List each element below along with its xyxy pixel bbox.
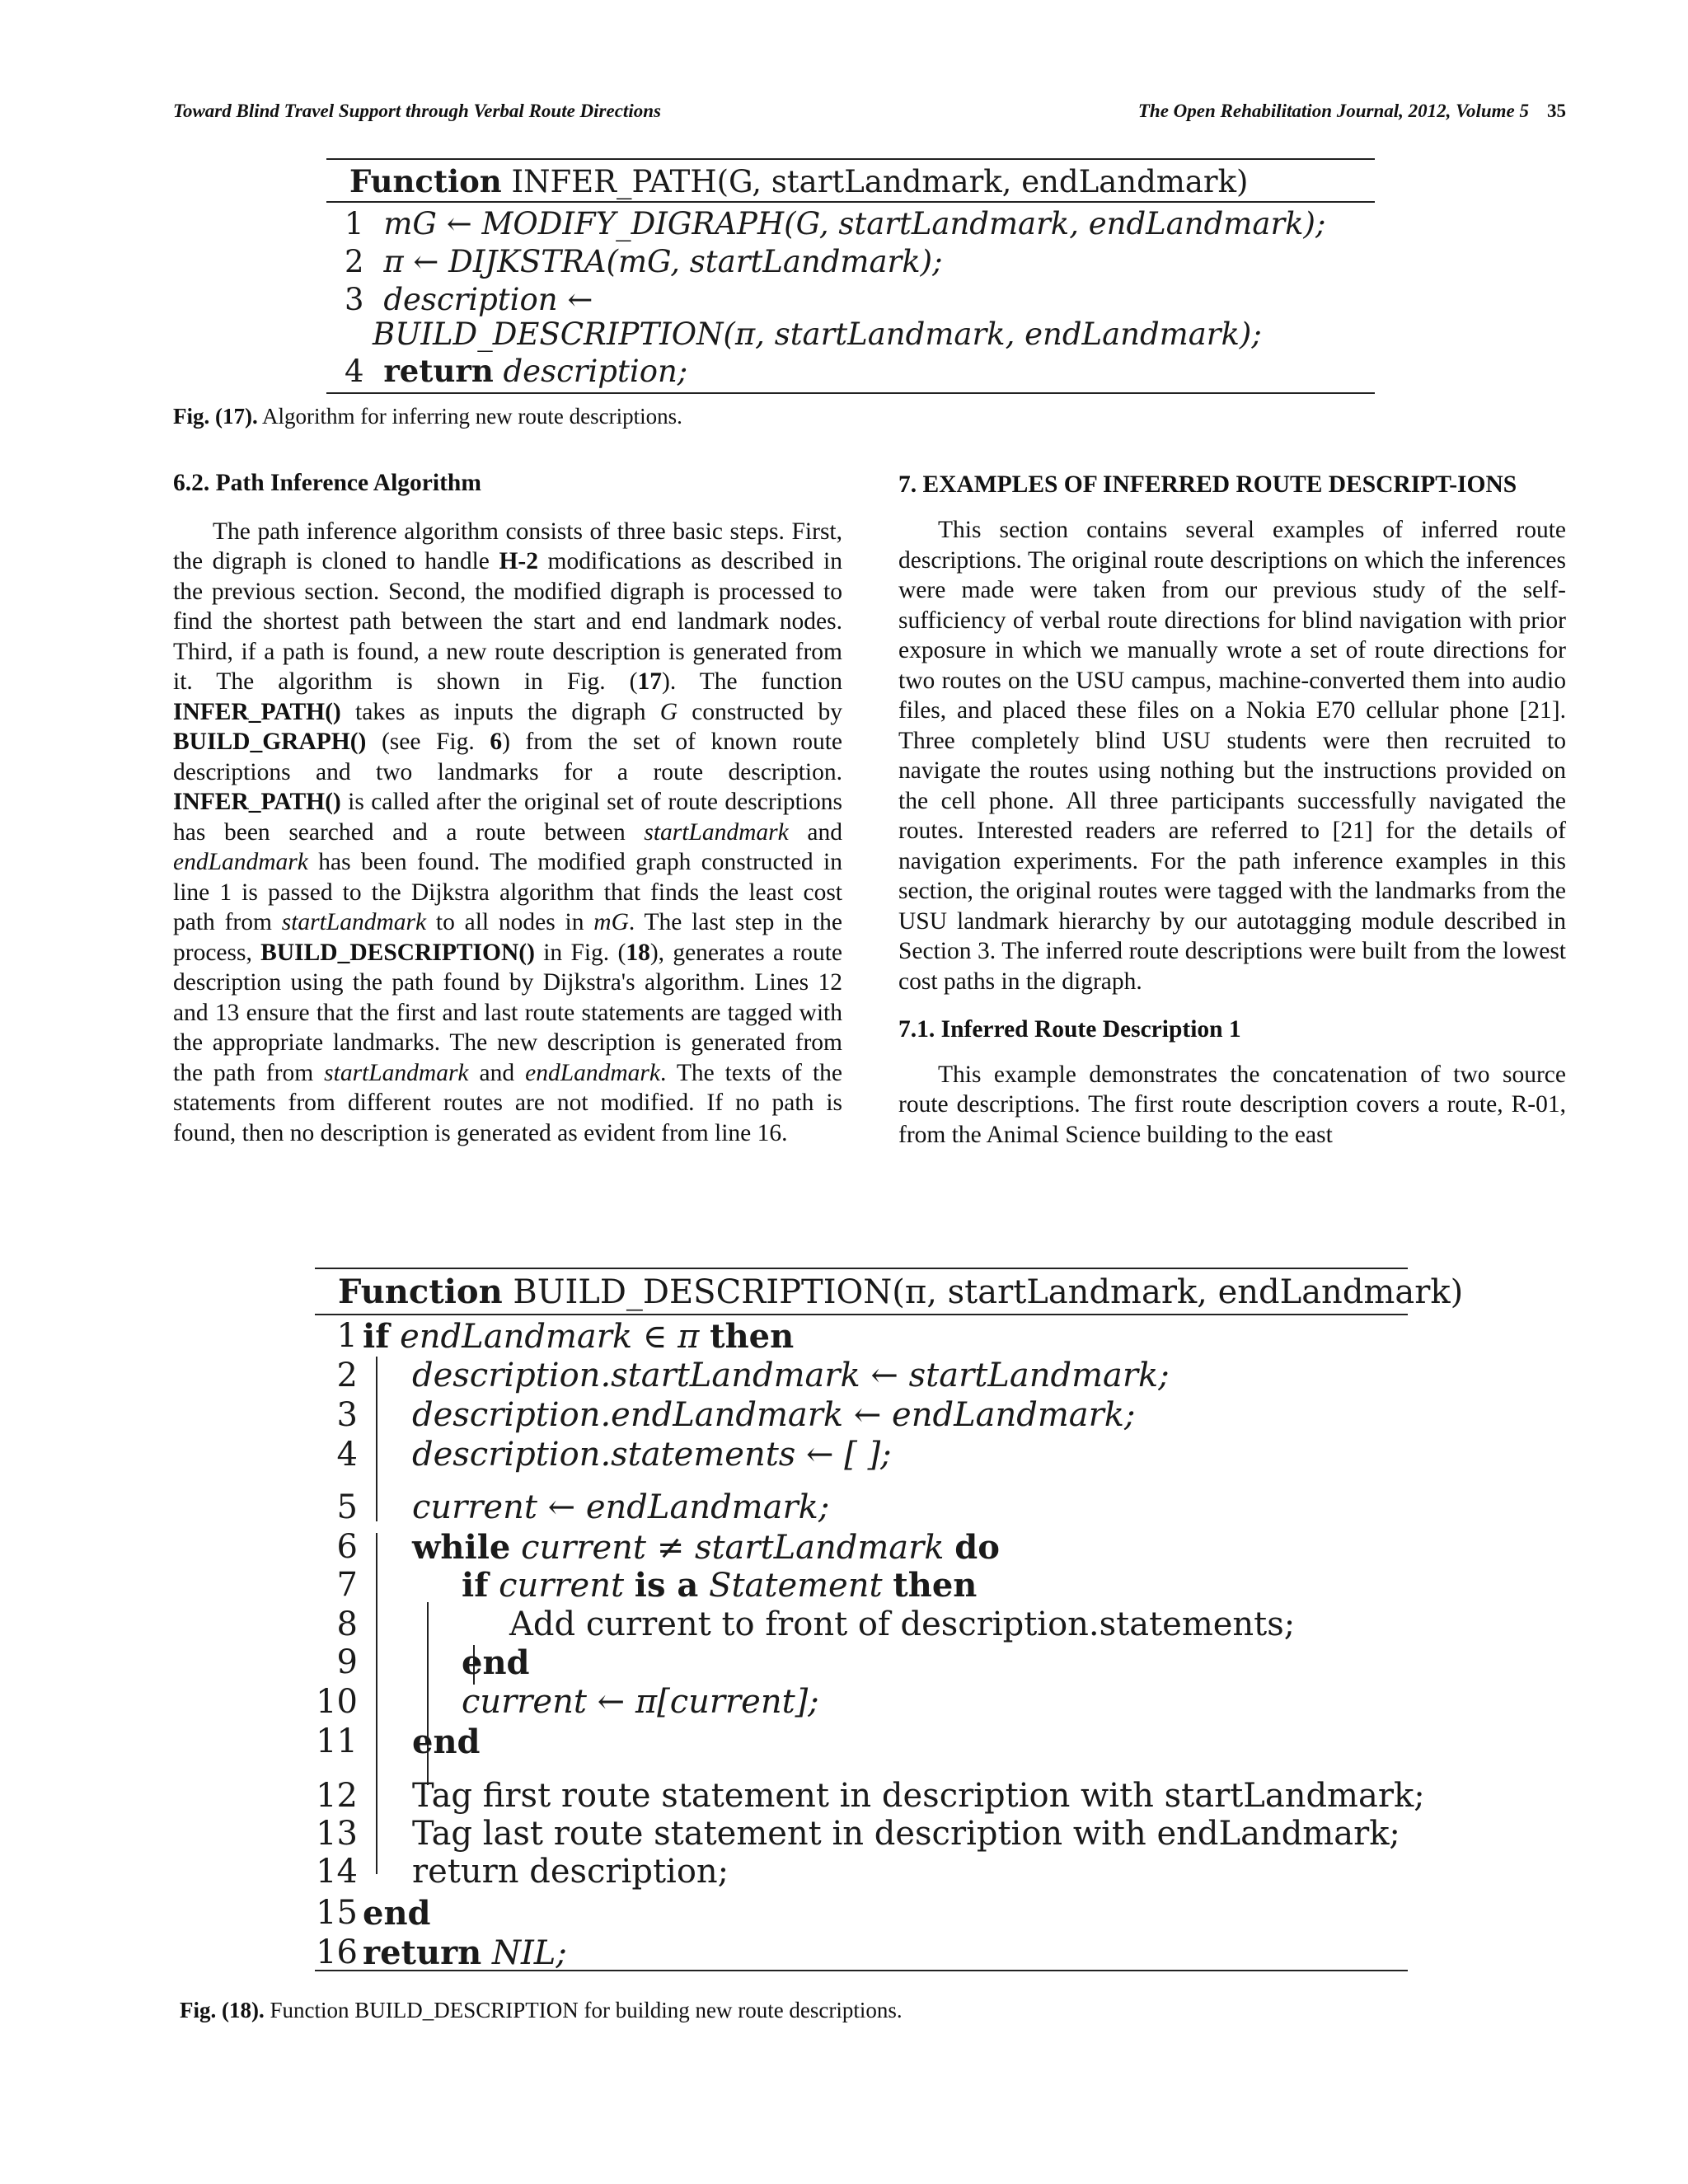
line-number: 15 (316, 1894, 358, 1932)
algorithm-header-rule (315, 1314, 1408, 1315)
algorithm-title (349, 163, 1248, 199)
line-number: 3 (345, 282, 364, 317)
line-text: description; (503, 354, 688, 389)
line-number: 2 (336, 1357, 358, 1394)
left-column (173, 468, 842, 1148)
line-number: 6 (336, 1528, 358, 1566)
algorithm-line: Tag first route statement in description with startLandmark; (412, 1777, 1425, 1815)
function-signature: INFER_PATH(G, startLandmark, endLandmark) (511, 164, 1249, 199)
algorithm-bottom-rule (315, 1970, 1408, 1971)
line-text: description ← (383, 282, 593, 317)
block-bar-if (376, 1533, 377, 1874)
algorithm-line: if current is a Statement then (462, 1566, 978, 1605)
right-column (898, 470, 1566, 1150)
algorithm-line: return description; (412, 1853, 729, 1891)
algorithm-header-rule (326, 201, 1375, 203)
line-number: 1 (336, 1317, 358, 1355)
function-keyword: Function (349, 163, 502, 199)
header-journal (1138, 101, 1566, 122)
line-number: 5 (336, 1488, 358, 1526)
caption-label: Fig. (17). (173, 404, 258, 429)
algorithm-build-description (315, 1264, 1464, 1972)
line-keyword: return (383, 353, 494, 389)
algorithm-line: end (363, 1894, 431, 1933)
block-bar-if (376, 1357, 377, 1521)
caption-text: Function BUILD_DESCRIPTION for building new route descriptions. (270, 1998, 903, 2022)
figure-17-caption (173, 404, 682, 429)
caption-label: Fig. (18). (180, 1998, 265, 2022)
algorithm-bottom-rule (326, 392, 1375, 394)
algorithm-line: description.startLandmark ← startLandmark; (412, 1357, 1170, 1394)
algorithm-line: while current ≠ startLandmark do (412, 1528, 1000, 1567)
algorithm-line (345, 353, 687, 389)
algorithm-line: end (462, 1643, 530, 1682)
section-heading: 6.2. Path Inference Algorithm (173, 470, 481, 496)
line-number: 10 (316, 1683, 358, 1721)
body-paragraph: This example demonstrates the concatenation of two source route descriptions. The first route description covers a route, R-01, from the Animal Science building to the east (898, 1061, 1566, 1148)
line-text: π ← DIJKSTRA(mG, startLandmark); (383, 244, 943, 279)
body-paragraph: This section contains several examples of inferred route descriptions. The original route descriptions on which the inferences were made were taken from our previous study of the self- sufficiency of verbal route directions for blind navigation with prior exposure in which we manually wrote a set of route directions for two routes on the USU campus, machine-converted them into audio files, and placed these files on a Nokia E70 cellular phone [21]. Three completely blind USU students were then recruited to navigate the routes using nothing but the instructions provided on the cell phone. All three participants successfully navigated the routes. Interested readers are referred to [21] for the details of navigation experiments. For the path inference examples in this section, the original routes were tagged with the landmarks from the USU landmark hierarchy by our autotagging module described in Section 3. The inferred route descriptions were built from the lowest cost paths in the digraph. (898, 517, 1566, 995)
function-keyword: Function (338, 1272, 503, 1311)
figure-18-caption (180, 1998, 903, 2023)
section-heading: 7. EXAMPLES OF INFERRED ROUTE DESCRIPT-IONS (898, 471, 1517, 498)
algorithm-infer-path (326, 155, 1375, 394)
algorithm-top-rule (326, 158, 1375, 160)
line-number: 8 (336, 1605, 358, 1643)
header-article-title: Toward Blind Travel Support through Verbal Route Directions (173, 101, 661, 121)
line-number: 4 (336, 1436, 358, 1474)
function-signature: BUILD_DESCRIPTION(π, startLandmark, endLandmark) (513, 1273, 1464, 1311)
line-number: 16 (316, 1933, 358, 1971)
algorithm-top-rule (315, 1268, 1408, 1269)
algorithm-line: description.statements ← [ ]; (412, 1436, 892, 1474)
line-number: 9 (336, 1643, 358, 1681)
algorithm-line (345, 206, 1325, 241)
algorithm-line: description.endLandmark ← endLandmark; (412, 1396, 1136, 1434)
algorithm-line: Tag last route statement in description with endLandmark; (412, 1815, 1400, 1853)
algorithm-line (373, 316, 1262, 352)
algorithm-line (345, 244, 943, 279)
line-number: 13 (316, 1815, 358, 1853)
header-journal-name: The Open Rehabilitation Journal, 2012, Volume 5 (1137, 101, 1529, 121)
line-number: 2 (345, 244, 364, 279)
algorithm-title (338, 1272, 1463, 1311)
line-number: 4 (345, 354, 364, 389)
algorithm-line: current ← π[current]; (462, 1683, 819, 1721)
running-header (173, 101, 1566, 130)
page-number: 35 (1547, 101, 1566, 121)
algorithm-line: end (412, 1722, 481, 1761)
line-number: 11 (316, 1722, 358, 1760)
algorithm-line: if endLandmark ∈ π then (363, 1317, 795, 1356)
algorithm-line: return NIL; (363, 1933, 567, 1972)
algorithm-line: current ← endLandmark; (412, 1488, 830, 1526)
subsection-heading: 7.1. Inferred Route Description 1 (898, 1016, 1241, 1043)
caption-text: Algorithm for inferring new route descriptions. (262, 404, 682, 429)
line-text: mG ← MODIFY_DIGRAPH(G, startLandmark, endLandmark); (383, 206, 1326, 241)
line-number: 1 (345, 206, 364, 241)
algorithm-line (345, 282, 593, 317)
line-text: BUILD_DESCRIPTION(π, startLandmark, endLandmark); (373, 316, 1262, 352)
line-number: 3 (336, 1396, 358, 1434)
line-number: 7 (336, 1566, 358, 1604)
line-number: 14 (316, 1853, 358, 1891)
body-paragraph: The path inference algorithm consists of three basic steps. First, the digraph is cloned to handle H-2 modifications as described in the previous section. Second, the modified digraph is processed to find the shortest path between the start and end landmark nodes. Third, if a path is found, a new route description is generated from it. The algorithm is shown in Fig. (17). The function INFER_PATH() takes as inputs the digraph G constructed by BUILD_GRAPH() (see Fig. 6) from the set of known route descriptions and two landmarks for a route description. INFER_PATH() is called after the original set of route descriptions has been searched and a route between startLandmark and endLandmark has been found. The modified graph constructed in line 1 is passed to the Dijkstra algorithm that finds the least cost path from startLandmark to all nodes in mG. The last step in the process, BUILD_DESCRIPTION() in Fig. (18), generates a route description using the path found by Dijkstra's algorithm. Lines 12 and 13 ensure that the first and last route statements are tagged with the appropriate landmarks. The new description is generated from the path from startLandmark and endLandmark. The texts of the statements from different routes are not modified. If no path is found, then no description is generated as evident from line 16. (173, 518, 842, 1146)
line-number: 12 (316, 1777, 358, 1815)
algorithm-line: Add current to front of description.statements; (509, 1605, 1296, 1643)
